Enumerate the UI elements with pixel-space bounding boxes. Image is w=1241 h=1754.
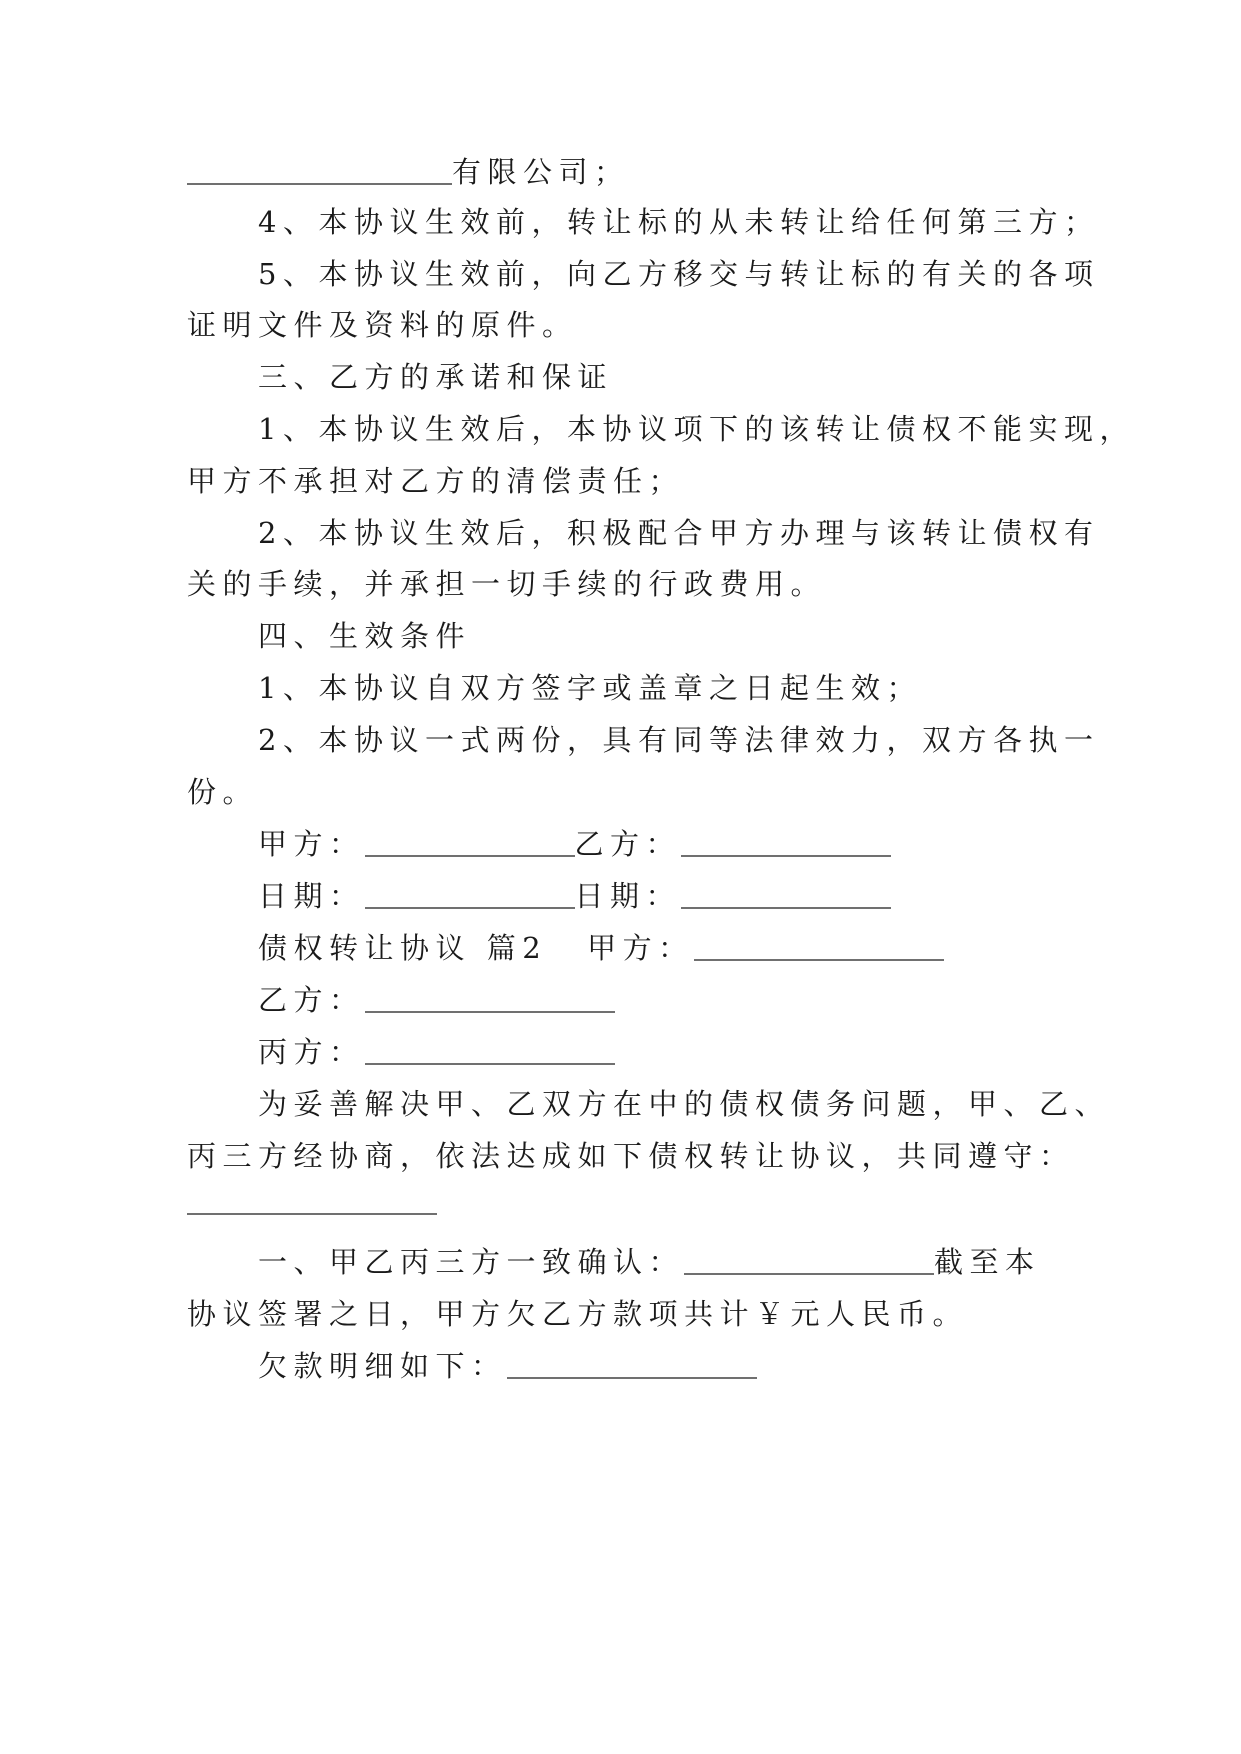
party-a-label: 甲方： <box>258 827 365 861</box>
text: 截至本 <box>934 1245 1041 1279</box>
blank-line <box>187 183 452 185</box>
agreement-title: 债权转让协议 篇2 <box>258 931 548 965</box>
clause-4-1: 1、本协议自双方签字或盖章之日起生效； <box>258 671 922 705</box>
clause-2-1-cont: 协议签署之日，甲方欠乙方款项共计￥元人民币。 <box>187 1297 969 1331</box>
date-a-label: 日期： <box>258 879 365 913</box>
party-c-label: 丙方： <box>258 1035 365 1069</box>
clause-2-1 <box>258 1242 1041 1282</box>
clause-5-cont: 证明文件及资料的原件。 <box>187 308 578 342</box>
agreement-2-heading <box>258 928 944 968</box>
party-b-row <box>258 980 615 1020</box>
preamble: 为妥善解决甲、乙双方在中的债权债务问题，甲、乙、 <box>258 1087 1111 1121</box>
date-a-blank <box>365 907 575 909</box>
clause-3-1-cont: 甲方不承担对乙方的清偿责任； <box>187 464 685 498</box>
text: 一、甲乙丙三方一致确认： <box>258 1245 685 1279</box>
clause-3-2: 2、本协议生效后，积极配合甲方办理与该转让债权有 <box>258 516 1100 550</box>
debt-details-row <box>258 1346 757 1386</box>
clause-4: 4、本协议生效前，转让标的从未转让给任何第三方； <box>258 205 1100 239</box>
party-a-blank <box>694 959 944 961</box>
text: 有限公司； <box>452 155 630 189</box>
date-b-label: 日期： <box>574 879 682 913</box>
party-b-blank <box>681 855 891 857</box>
clause-3-2-cont: 关的手续，并承担一切手续的行政费用。 <box>187 567 827 601</box>
signature-row-parties <box>258 824 891 864</box>
blank-line <box>187 1213 437 1215</box>
clause-4-2-cont: 份。 <box>187 775 259 809</box>
section-heading-3: 三、乙方的承诺和保证 <box>258 360 614 394</box>
party-c-blank <box>365 1063 615 1065</box>
party-a-blank <box>365 855 575 857</box>
section-heading-4: 四、生效条件 <box>258 619 472 653</box>
line-company <box>187 152 630 192</box>
preamble-cont: 丙三方经协商，依法达成如下债权转让协议，共同遵守： <box>187 1139 1075 1173</box>
date-b-blank <box>681 907 891 909</box>
debt-details-label: 欠款明细如下： <box>258 1349 507 1383</box>
party-c-row <box>258 1032 615 1072</box>
clause-5: 5、本协议生效前，向乙方移交与转让标的有关的各项 <box>258 257 1100 291</box>
clause-3-1: 1、本协议生效后，本协议项下的该转让债权不能实现， <box>258 412 1135 446</box>
creditor-blank <box>684 1273 934 1275</box>
party-b-blank <box>365 1011 615 1013</box>
party-b-label: 乙方： <box>258 983 365 1017</box>
clause-4-2: 2、本协议一式两份，具有同等法律效力，双方各执一 <box>258 723 1100 757</box>
signature-row-dates <box>258 876 891 916</box>
party-b-label: 乙方： <box>574 827 682 861</box>
party-a-label: 甲方： <box>587 931 694 965</box>
debt-details-blank <box>507 1377 757 1379</box>
